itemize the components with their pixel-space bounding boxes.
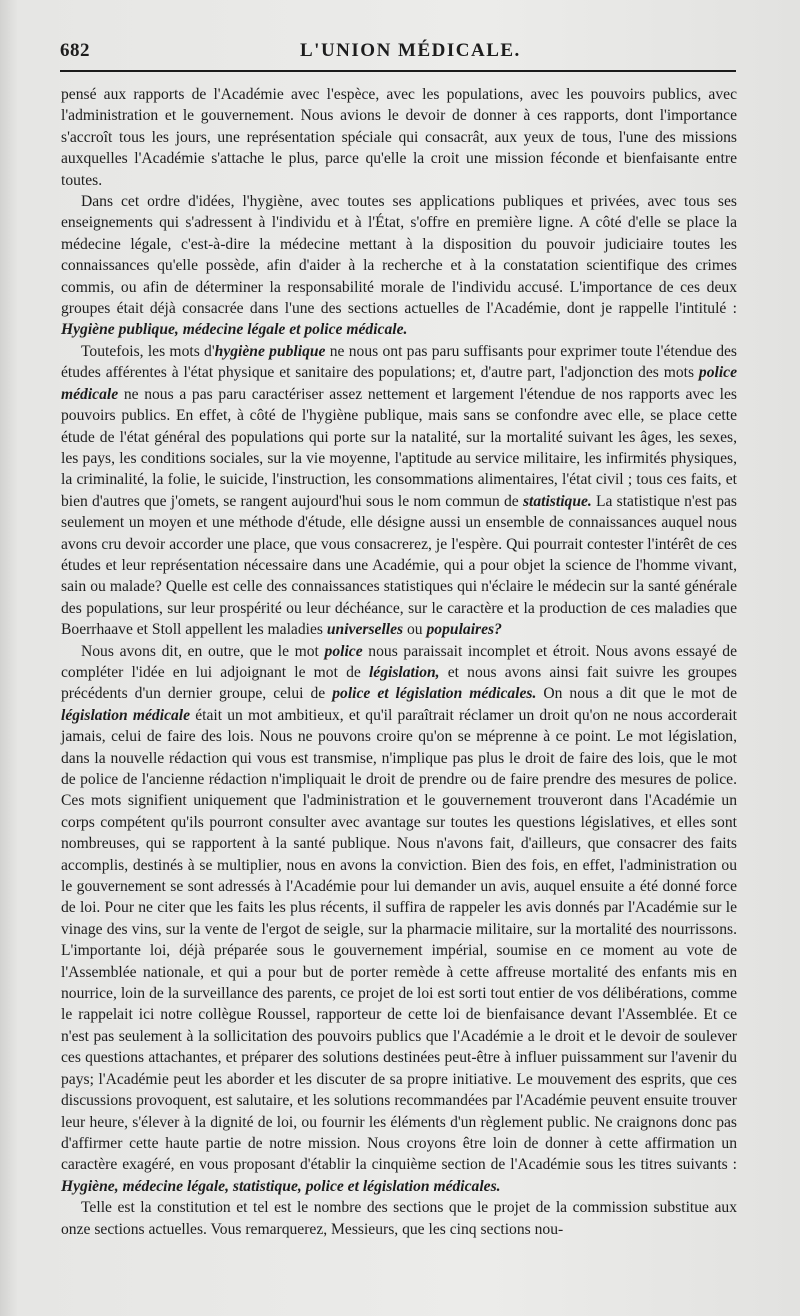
italic-text: universelles — [326, 621, 404, 639]
text-run: On nous a dit que le mot de — [536, 685, 737, 703]
italic-text: hygiène publique — [214, 342, 326, 360]
paragraph — [61, 1197, 737, 1240]
paragraph — [61, 341, 737, 641]
body-text — [61, 84, 737, 1240]
text-run: ne nous a pas paru caractériser assez nettement et largement l'étendue de nos rapports avec les pouvoirs publics. En effet, à côté de l'hygiène publique, mais sans se confondre avec elle, se place cette étude de l'état général des populations qui porte sur la natalité, sur la mortalité suivant les âges, les sexes, les pays, les conditions sociales, sur la vie moyenne, l'aptitude au service militaire, les infirmités physiques, la criminalité, la folie, le suicide, l'instruction, les consommations alimentaires, l'état civil ; tous ces faits, et bien d'autres que j'omets, se rangent aujourd'hui sous le nom commun de — [61, 385, 737, 510]
italic-text: police — [324, 642, 363, 660]
italic-text: statistique. — [522, 492, 592, 510]
text-run: ne nous ont pas paru suffisants pour exprimer toute l'étendue des études afférentes à l'état physique et sanitaire des populations; et, d'autre part, l'adjonction des mots — [61, 342, 737, 382]
text-run: et nous avons ainsi fait suivre les groupes précédents d'un dernier groupe, celui de — [61, 663, 737, 703]
italic-text: police médicale — [61, 364, 737, 403]
text-run: pensé aux rapports de l'Académie avec l'espèce, avec les populations, avec les pouvoirs publics, avec l'administration et le gouvernement. Nous avions le devoir de donner à ces rapports, dont l'importance s'accroît tous les jours, une représentation spéciale qui consacrât, aux yeux de tous, l'une des missions auxquelles l'Académie s'attache le plus, parce qu'elle la croit une mission féconde et bienfaisante entre toutes. — [61, 86, 737, 189]
page-header — [60, 36, 736, 66]
running-title: L'UNION MÉDICALE. — [300, 40, 521, 61]
text-run: Toutefois, les mots d' — [81, 342, 215, 360]
text-run: La statistique n'est pas seulement un moyen et une méthode d'étude, elle désigne aussi un ensemble de connaissances auquel nous avons cru devoir accorder une place, que vous consacrerez, je l'espère. Qui pourrait contester l'intérêt de ces études et leur représentation nécessaire dans une Académie, qui a pour objet la science de l'homme vivant, sain ou malade? Quelle est celle des connaissances statistiques qui n'éclaire le médecin sur la santé générale des populations, sur leur prospérité ou leur déchéance, sur le caractère et la production de ces maladies que Boerrhaave et Stoll appellent les maladies — [61, 492, 737, 639]
italic-text: Hygiène publique, médecine légale et police médicale. — [61, 321, 408, 339]
italic-text: législation médicale — [61, 706, 191, 724]
page-number: 682 — [60, 40, 90, 61]
paragraph — [61, 84, 737, 191]
text-run: était un mot ambitieux, et qu'il paraîtrait réclamer un droit qu'on ne nous accorderait jamais, celui de faire des lois. Nous ne pouvons croire qu'on se méprenne à ce point. Le mot législation, dans la nouvelle rédaction qui vous est transmise, n'implique pas plus le droit de faire des lois, que le mot de police de l'ancienne rédaction n'impliquait le droit de prendre ou de faire prendre des mesures de police. Ces mots signifient uniquement que l'administration et le gouvernement trouveront dans l'Académie un corps compétent qu'ils pourront consulter avec avantage sur toutes les questions législatives, et elles sont nombreuses, qui se rapportent à la santé publique. Nous n'avons fait, d'ailleurs, que consacrer des faits accomplis, destinés à se multiplier, nous en avons la conviction. Bien des fois, en effet, l'administration ou le gouvernement se sont adressés à l'Académie pour lui demander un avis, auquel ensuite a été donné force de loi. Pour ne citer que les faits les plus récents, il suffira de rappeler les avis donnés par l'Académie sur le vinage des vins, sur la vente de l'ergot de seigle, sur la pharmacie militaire, sur la mortalité des nourrissons. L'importante loi, déjà préparée sous le gouvernement impérial, soumise en ce moment au vote de l'Assemblée nationale, et qui a pour but de porter remède à cette affreuse mortalité des enfants mis en nourrice, loin de la surveillance des parents, ce projet de loi est sorti tout entier de vos délibérations, comme le rappelait ici notre collègue Roussel, rapporteur de cette loi de bienfaisance devant l'Assemblée. Et ce n'est pas seulement à la sollicitation des pouvoirs publics que l'Académie a le droit et le devoir de soulever ces questions attachantes, et préparer des solutions destinées peut-être à influer puissamment sur l'avenir du pays; l'Académie peut les aborder et les discuter de sa propre initiative. Le mouvement des esprits, que ces discussions provoquent, est salutaire, et les solutions recommandées par l'Académie peuvent ensuite trouver leur heure, s'élever à la dignité de loi, ou fournir les éléments d'un règlement public. Ne craignons donc pas d'affirmer cette haute partie de notre mission. Nous croyons être loin de donner à cette affirmation un caractère exagéré, en vous proposant d'établir la cinquième section de l'Académie sous les titres suivants : — [61, 706, 737, 1174]
header-rule — [60, 70, 736, 72]
italic-text: police et législation médicales. — [332, 685, 537, 703]
italic-text: législation, — [368, 663, 440, 681]
italic-text: populaires? — [426, 621, 502, 639]
text-run: Nous avons dit, en outre, que le mot — [81, 642, 325, 660]
paragraph — [61, 641, 737, 1198]
text-run: Dans cet ordre d'idées, l'hygiène, avec toutes ses applications publiques et privées, avec tous ses enseignements qui s'adressent à l'individu et à l'État, s'offre en première ligne. A côté d'elle se place la médecine légale, c'est-à-dire la médecine mettant à la disposition du pouvoir judiciaire toutes les connaissances qu'elle possède, afin d'aider à la recherche et à la constatation scientifique des crimes commis, ou afin de déterminer la responsabilité morale de l'individu accusé. L'importance de ces deux groupes était déjà consacrée dans l'une des sections actuelles de l'Académie, dont je rappelle l'intitulé : — [61, 193, 737, 318]
text-run: Telle est la constitution et tel est le nombre des sections que le projet de la commission substitue aux onze sections actuelles. Vous remarquerez, Messieurs, que les cinq sections nou- — [61, 1199, 737, 1238]
paragraph — [61, 191, 737, 341]
text-run: nous paraissait incomplet et étroit. Nous avons essayé de compléter l'idée en lui adjoignant le mot de — [61, 642, 737, 681]
italic-text: Hygiène, médecine légale, statistique, police et législation médicales. — [61, 1177, 501, 1195]
text-run: ou — [403, 621, 427, 639]
